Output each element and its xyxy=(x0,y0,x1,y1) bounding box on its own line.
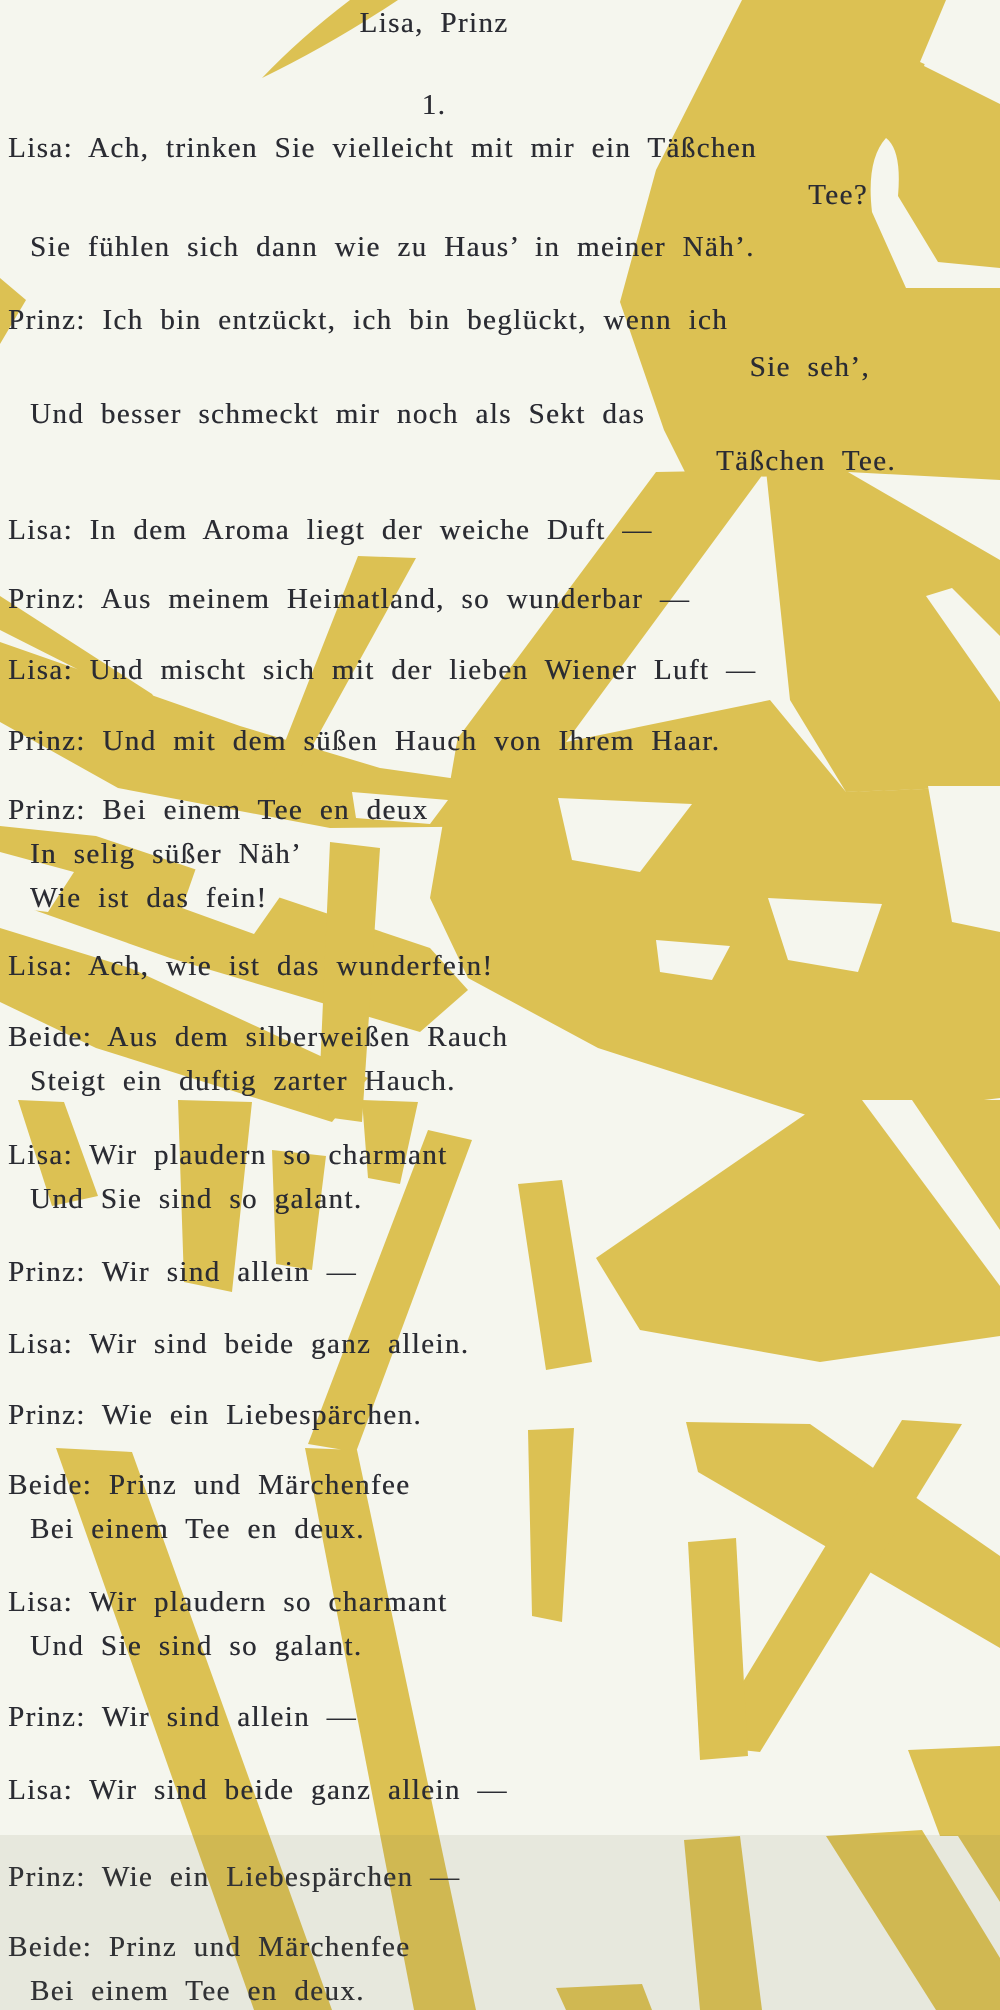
poem-line: Lisa: In dem Aroma liegt der weiche Duft — xyxy=(8,514,653,546)
poem-line: Lisa: Ach, wie ist das wunderfein! xyxy=(8,950,494,982)
poem-line: Täßchen Tee. xyxy=(715,445,896,477)
poem-line: Steigt ein duftig zarter Hauch. xyxy=(30,1065,456,1097)
poem-line: Prinz: Ich bin entzückt, ich bin beglückt, wenn ich xyxy=(8,304,729,336)
poem-line: Und Sie sind so galant. xyxy=(30,1183,363,1215)
page-title: Lisa, Prinz xyxy=(359,7,509,39)
poem-line: Prinz: Wir sind allein — xyxy=(8,1256,358,1288)
poem-line: Lisa: Wir sind beide ganz allein. xyxy=(8,1328,470,1360)
poem-line: Prinz: Aus meinem Heimatland, so wunderbar — xyxy=(8,583,691,615)
poem-line: Beide: Aus dem silberweißen Rauch xyxy=(8,1021,509,1053)
poem-line: Sie seh’, xyxy=(749,351,870,383)
poem-line: In selig süßer Näh’ xyxy=(30,838,303,870)
poem-line: Lisa: Wir plaudern so charmant xyxy=(8,1139,448,1171)
poem-line: Lisa: Und mischt sich mit der lieben Wiener Luft — xyxy=(8,654,757,686)
poem-line: Prinz: Und mit dem süßen Hauch von Ihrem Haar. xyxy=(8,725,721,757)
poem-line: Prinz: Wie ein Liebespärchen — xyxy=(8,1861,461,1893)
poem-line: Beide: Prinz und Märchenfee xyxy=(8,1469,411,1501)
poem-line: Prinz: Wie ein Liebespärchen. xyxy=(8,1399,422,1431)
poem-line: Bei einem Tee en deux. xyxy=(30,1513,365,1545)
poem-line: Lisa: Wir sind beide ganz allein — xyxy=(8,1774,508,1806)
poem-line: Und Sie sind so galant. xyxy=(30,1630,363,1662)
poem-line: Und besser schmeckt mir noch als Sekt das xyxy=(30,398,646,430)
poem-line: Prinz: Bei einem Tee en deux xyxy=(8,794,429,826)
poem-line: Wie ist das fein! xyxy=(30,882,268,914)
section-number: 1. xyxy=(421,89,447,121)
poem-line: Prinz: Wir sind allein — xyxy=(8,1701,358,1733)
poem-line: Lisa: Wir plaudern so charmant xyxy=(8,1586,448,1618)
poem-line: Tee? xyxy=(808,179,868,211)
poem-line: Bei einem Tee en deux. xyxy=(30,1975,365,2007)
poem-line: Beide: Prinz und Märchenfee xyxy=(8,1931,411,1963)
poem-line: Sie fühlen sich dann wie zu Haus’ in meiner Näh’. xyxy=(30,231,755,263)
poem-line: Lisa: Ach, trinken Sie vielleicht mit mir ein Täßchen xyxy=(8,132,757,164)
